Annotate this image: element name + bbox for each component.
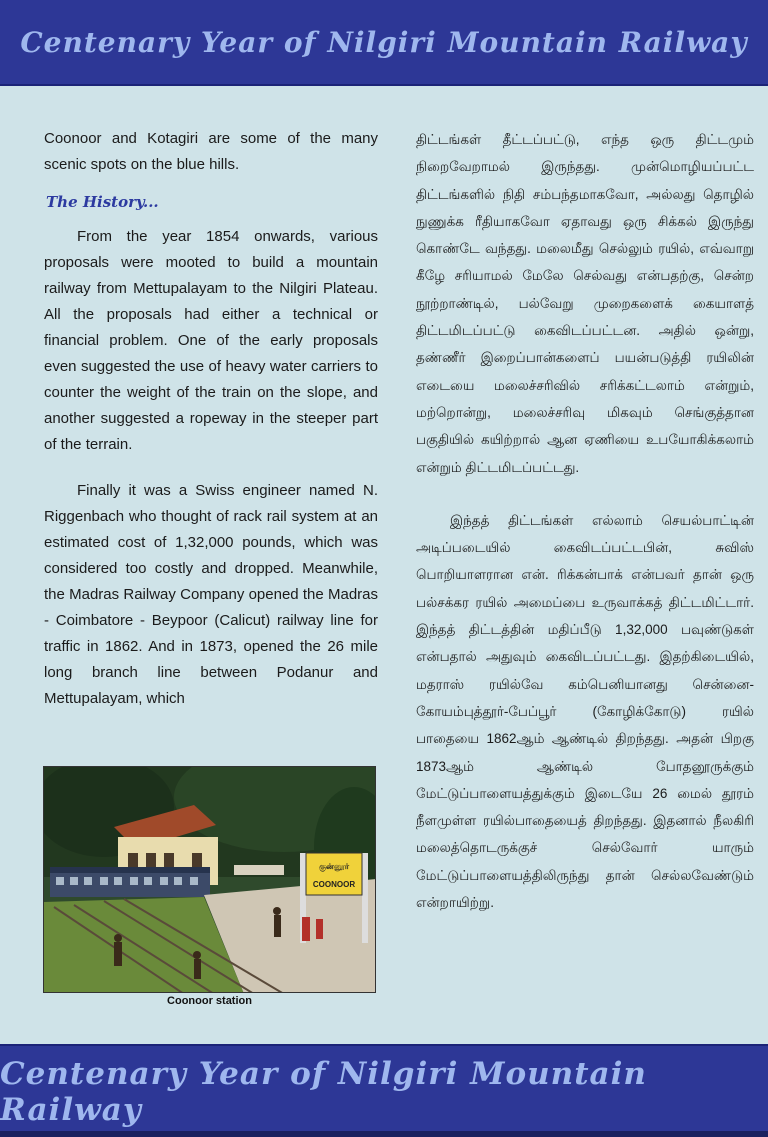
- photo-caption: Coonoor station: [167, 995, 252, 1007]
- tamil-column: [416, 126, 754, 916]
- intro-paragraph: Coonoor and Kotagiri are some of the many scenic spots on the blue hills.: [44, 130, 378, 173]
- history-paragraph-2: Finally it was a Swiss engineer named N. Riggenbach who thought of rack rail system at an estimated cost of 1,32,000 pounds, which was considered too costly and dropped. Meanwhile, the Madras Railway Company opened the Madras - Coimbatore - Beypoor (Calicut) railway line for traffic in 1862. And in 1873, opened the 26 mile long branch line between Podanur and Mettupalayam, which: [44, 482, 378, 707]
- coonoor-station-photo: [43, 766, 376, 993]
- history-heading: The History...: [46, 193, 159, 211]
- tamil-paragraph-1: திட்டங்கள் தீட்டப்பட்டு, எந்த ஒரு திட்டமும் நிறைவேறாமல் இருந்தது. முன்மொழியப்பட்ட திட்டங்களில் நிதி சம்பந்தமாகவோ, அல்லது தொழில் நுணுக்க ரீதியாகவோ ஏதாவது ஒரு சிக்கல் இருந்து கொண்டே வந்தது. மலைமீது செல்லும் ரயில், எவ்வாறு கீழே சரியாமல் மேலே செல்வது என்பதற்கு, சென்ற நூற்றாண்டில், பல்வேறு முறைகளைக் கையாளத் திட்டமிடப்பட்டு கைவிடப்பட்டன. அதில் ஒன்று, தண்ணீர் இறைப்பான்களைப் பயன்படுத்தி ரயிலின் எடையை மலைச்சரிவில் சரிக்கட்டலாம் என்றும், மற்றொன்று, மலைச்சரிவு மிகவும் செங்குத்தான பகுதியில் கயிற்றால் ஆன ஏணியை உபயோகிக்கலாம் என்றும் திட்டமிடப்பட்டது.: [416, 132, 754, 475]
- top-banner: [0, 0, 768, 86]
- english-column: [44, 126, 378, 712]
- bottom-banner-title: Centenary Year of Nilgiri Mountain Railway: [0, 1055, 647, 1128]
- bottom-banner: [0, 1044, 768, 1137]
- history-paragraph-1: From the year 1854 onwards, various proposals were mooted to build a mountain railway from Mettupalayam to the Nilgiri Plateau. All the proposals had either a technical or financial problem. One of the early proposals even suggested the use of heavy water carriers to counter the weight of the train on the slope, and another suggested a ropeway in the steeper part of the terrain.: [44, 228, 378, 453]
- sign-english-text: COONOOR: [312, 880, 356, 889]
- top-banner-title: Centenary Year of Nilgiri Mountain Railway: [20, 25, 748, 59]
- tamil-paragraph-2: இந்தத் திட்டங்கள் எல்லாம் செயல்பாட்டின் அடிப்படையில் கைவிடப்பட்டபின், சுவிஸ் பொறியாளரான என். ரிக்கன்பாக் என்பவர் தான் ஒரு பல்சக்கர ரயில் அமைப்பை உருவாக்கத் திட்டமிட்டார். இந்தத் திட்டத்தின் மதிப்பீடு 1,32,000 பவுண்டுகள் என்பதால் அதுவும் கைவிடப்பட்டது. இதற்கிடையில், மதராஸ் ரயில்வே கம்பெனியானது சென்னை-கோயம்புத்தூர்-பேப்பூர் (கோழிக்கோடு) ரயில் பாதையை 1862ஆம் ஆண்டில் திறந்தது. அதன் பிறகு 1873ஆம் ஆண்டில் போதனூருக்கும் மேட்டுப்பாளையத்துக்கும் இடையே 26 மைல் தூரம் நீளமுள்ள ரயில்பாதையைத் திறந்தது. இதனால் நீலகிரி மலைத்தொடருக்குச் செல்வோர் யாரும் மேட்டுப்பாளையத்திலிருந்து தான் செல்லவேண்டும் என்றாயிற்று.: [416, 512, 754, 911]
- sign-tamil-text: குன்னூர்: [318, 862, 350, 871]
